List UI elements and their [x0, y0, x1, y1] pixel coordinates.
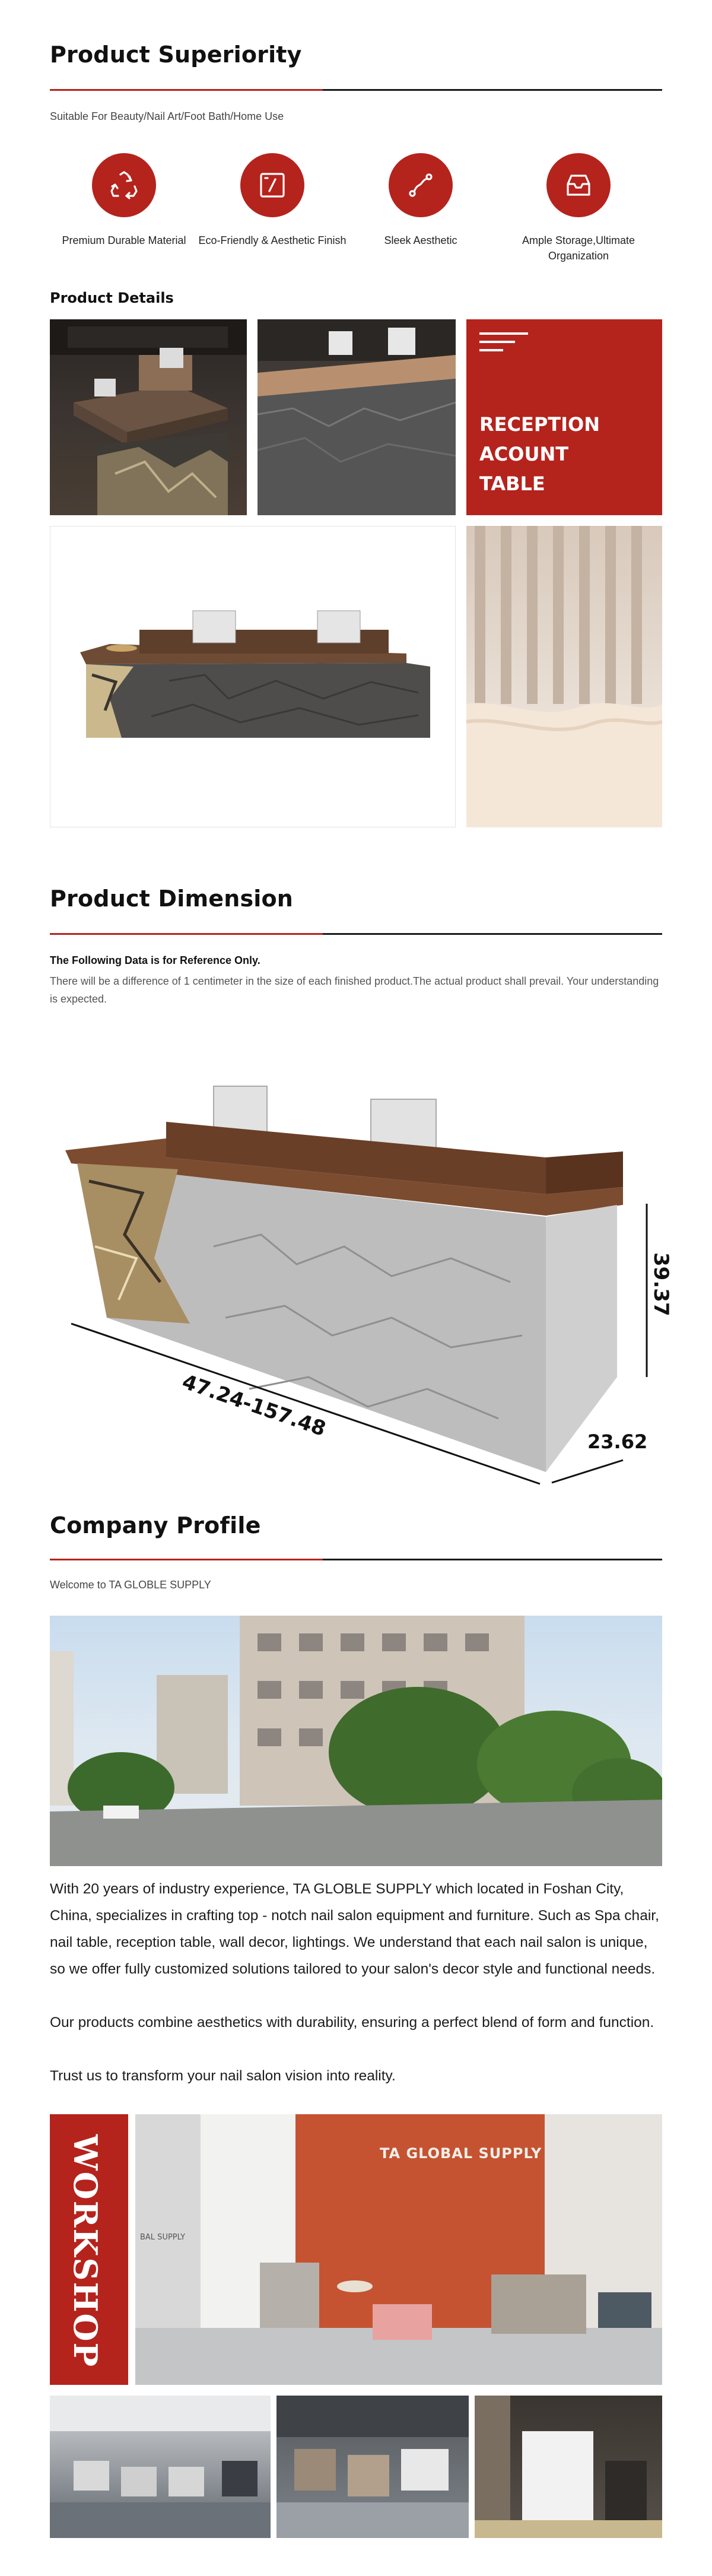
company-subtitle: Welcome to TA GLOBLE SUPPLY [50, 1579, 211, 1591]
feature-item [198, 153, 347, 248]
feature-label: Premium Durable Material [62, 234, 186, 246]
company-divider [50, 1559, 662, 1560]
superiority-divider [50, 89, 662, 91]
dimension-note: There will be a difference of 1 centimeter in the size of each finished product.The actual product shall prevail. Your understanding is expected. [50, 975, 659, 1005]
workshop-banner [50, 2114, 128, 2385]
wall-sign: TA GLOBAL SUPPLY [380, 2145, 542, 2162]
feature-label: Sleek Aesthetic [384, 234, 457, 246]
recycle-icon [92, 153, 156, 217]
product-photo-lobby [50, 319, 247, 515]
showroom-photo [135, 2114, 662, 2385]
slash-square-icon [240, 153, 304, 217]
workshop-photo-pedicure [276, 2396, 469, 2538]
feature-item [50, 153, 198, 248]
dimension-title: Product Dimension [50, 886, 294, 912]
superiority-subtitle: Suitable For Beauty/Nail Art/Foot Bath/Home Use [50, 110, 284, 122]
company-title: Company Profile [50, 1512, 261, 1538]
glass-sign: BAL SUPPLY [140, 2233, 186, 2242]
workshop-photo-reception [475, 2396, 662, 2538]
storage-box-icon [546, 153, 611, 217]
company-paragraph-1: With 20 years of industry experience, TA GLOBLE SUPPLY which located in Foshan City, China, specializes in crafting top - notch nail salon equipment and furniture. Such as Spa chair, nail table, reception table, wall decor, lightings. We understand that each nail salon is unique, so we offer fully customized solutions tailored to your salon's decor style and functional needs. [50, 1881, 659, 1977]
feature-item [495, 153, 662, 264]
factory-photo [50, 1616, 662, 1866]
workshop-label: WORKSHOP [66, 2134, 104, 2368]
feature-row [50, 153, 662, 266]
feature-item [347, 153, 495, 248]
length-label: 47.24-157.48 [179, 1370, 329, 1442]
banner-line [479, 341, 515, 343]
banner-text: RECEPTION ACOUNT TABLE [479, 413, 600, 495]
details-title: Product Details [50, 290, 174, 306]
height-label: 39.37 [649, 1252, 673, 1316]
banner-line [479, 349, 503, 351]
dimension-divider [50, 933, 662, 935]
superiority-title: Product Superiority [50, 42, 302, 68]
product-photo-corner [258, 319, 456, 515]
curve-path-icon [389, 153, 453, 217]
dimension-diagram [36, 1068, 676, 1496]
feature-label: Ample Storage,Ultimate Organization [522, 234, 635, 262]
dimension-note-bold: The Following Data is for Reference Only. [50, 954, 260, 966]
product-photo-main [50, 526, 456, 827]
company-paragraph-3: Trust us to transform your nail salon vision into reality. [50, 2068, 396, 2084]
depth-label: 23.62 [587, 1430, 648, 1453]
product-photo-slats [466, 526, 662, 827]
product-banner [466, 319, 662, 515]
banner-line [479, 332, 528, 335]
feature-label: Eco-Friendly & Aesthetic Finish [198, 234, 347, 246]
company-paragraph-2: Our products combine aesthetics with durability, ensuring a perfect blend of form and function. [50, 2015, 654, 2031]
workshop-photo-spa-chairs [50, 2396, 271, 2538]
